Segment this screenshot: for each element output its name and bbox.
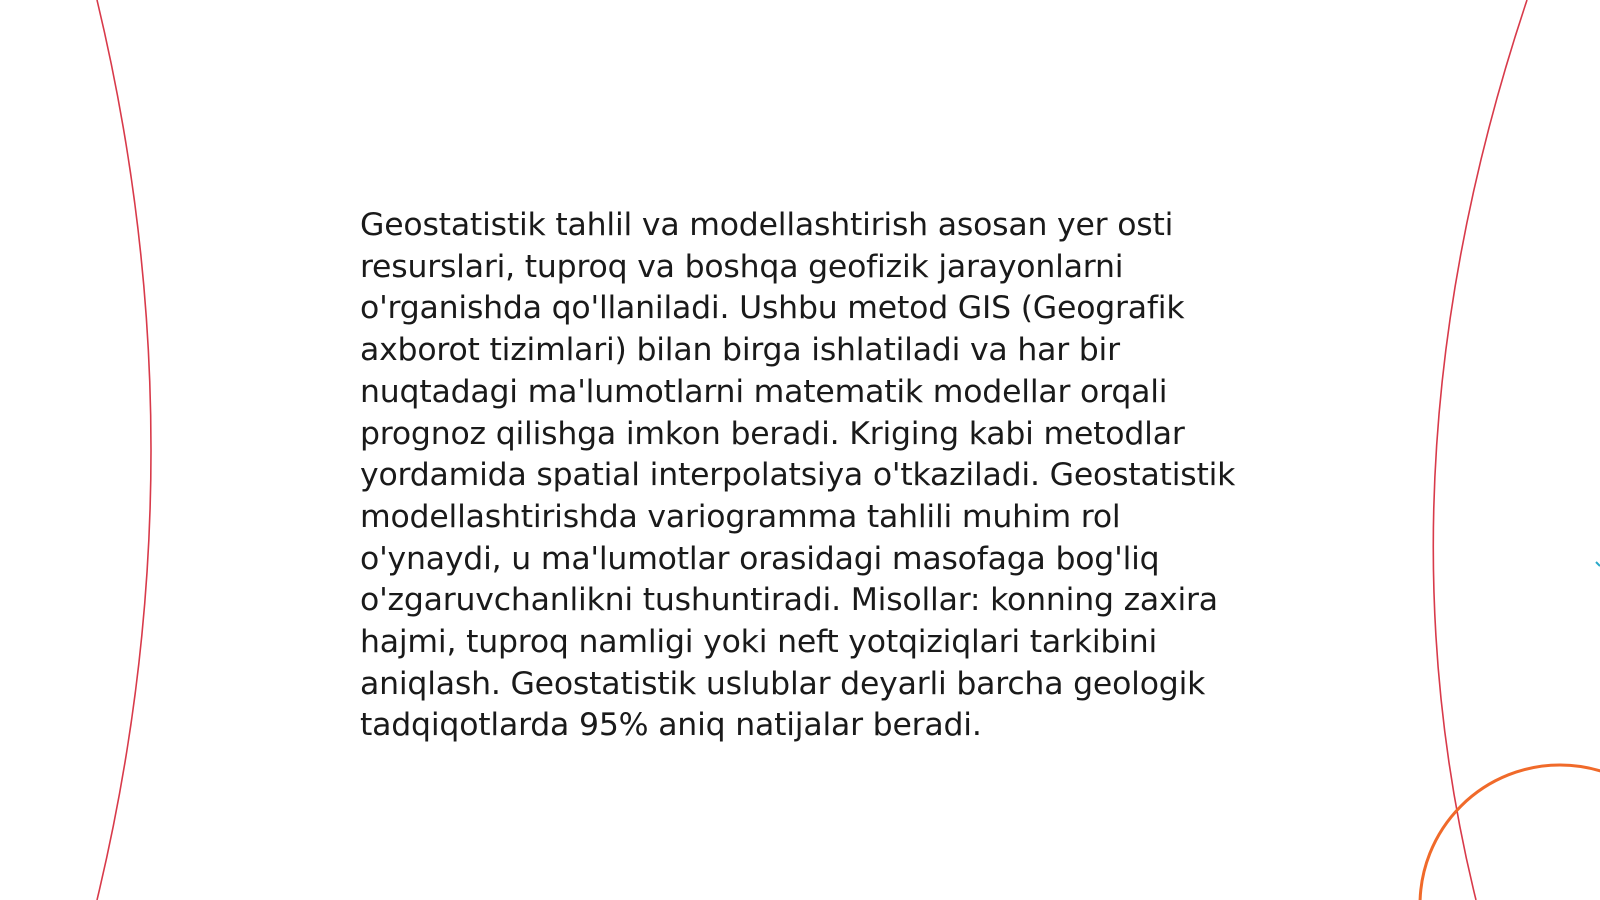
teal-mark-decoration bbox=[1596, 562, 1600, 566]
left-arc-decoration bbox=[97, 0, 151, 900]
slide-body-text: Geostatistik tahlil va modellashtirish asosan yer osti resurslari, tuproq va boshqa geofizik jarayonlarni o'rganishda qo'llaniladi. Ushbu metod GIS (Geografik axborot tizimlari) bilan birga ishlatiladi va har bir nuqtadagi ma'lumotlarni matematik modellar orqali prognoz qilishga imkon beradi. Kriging kabi metodlar yordamida spatial interpolatsiya o'tkaziladi. Geostatistik modellashtirishda variogramma tahlili muhim rol o'ynaydi, u ma'lumotlar orasidagi masofaga bog'liq o'zgaruvchanlikni tushuntiradi. Misollar: konning zaxira hajmi, tuproq namligi yoki neft yotqiziqlari tarkibini aniqlash. Geostatistik uslublar deyarli barcha geologik tadqiqotlarda 95% aniq natijalar beradi. bbox=[360, 207, 1236, 744]
right-arc-decoration bbox=[1433, 0, 1527, 900]
orange-circle-decoration bbox=[1420, 765, 1600, 900]
